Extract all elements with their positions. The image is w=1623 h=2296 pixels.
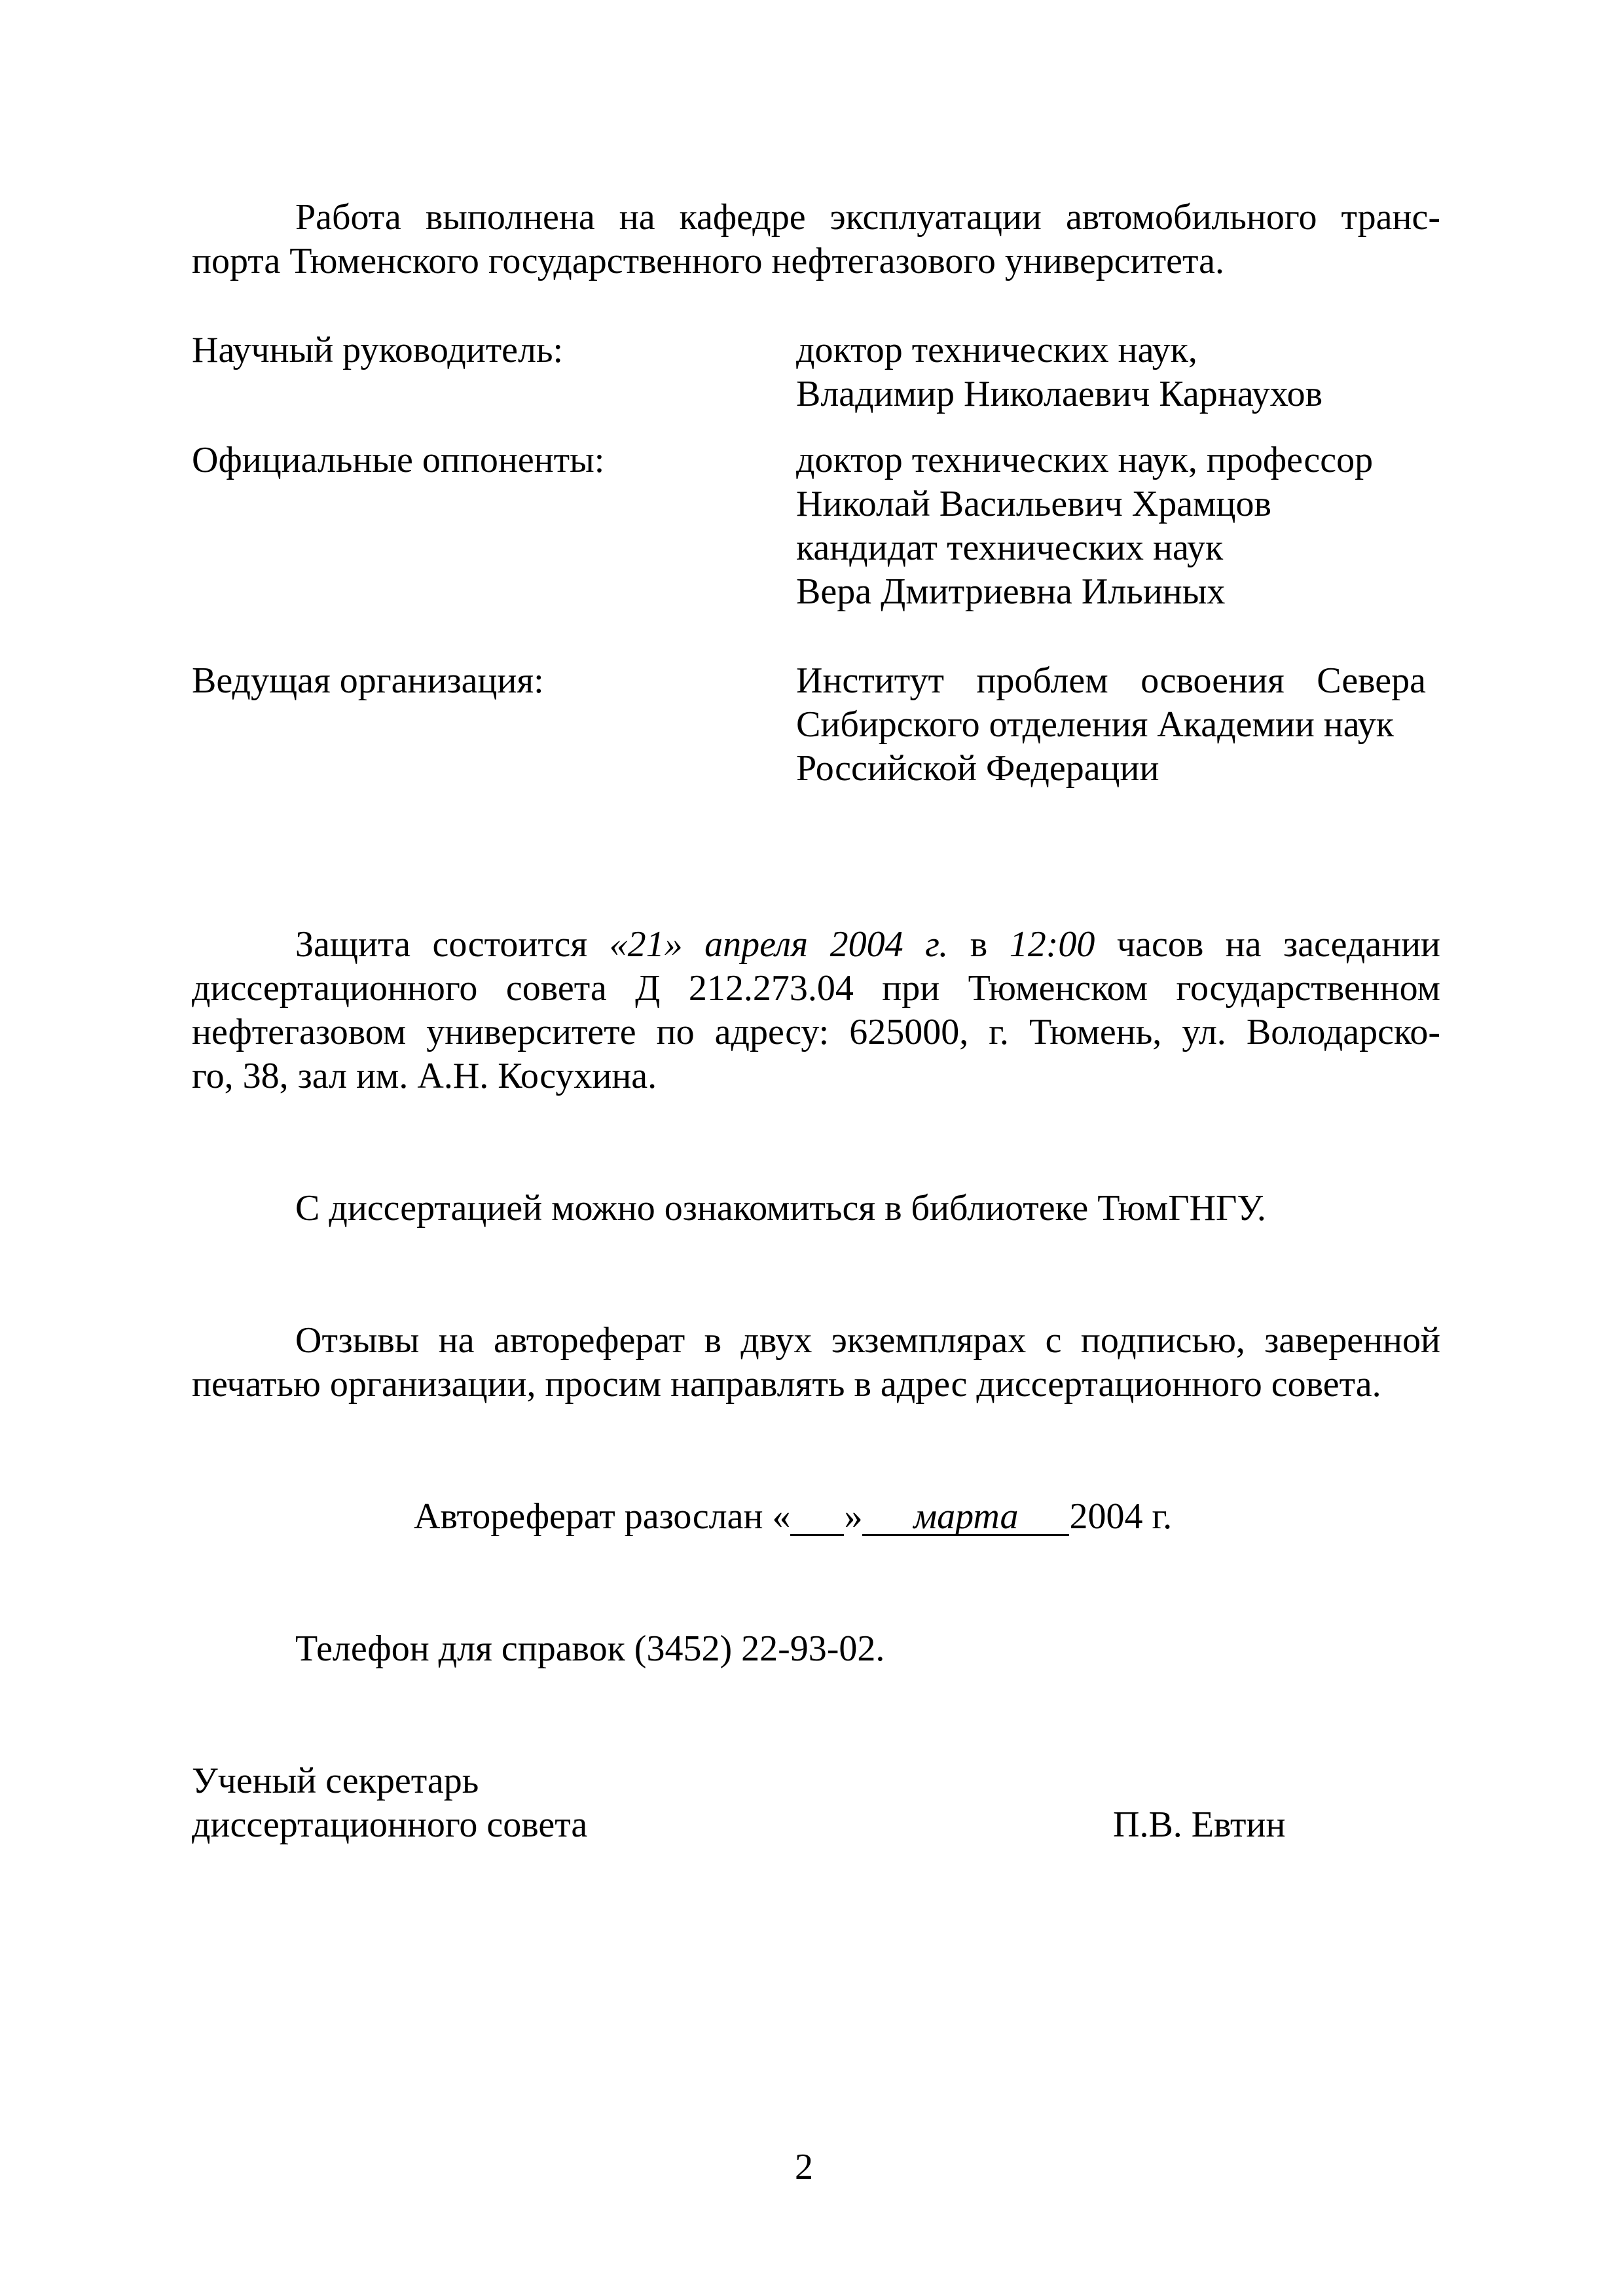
abstract-sent-month: марта [862, 1499, 1069, 1536]
defense-paragraph [192, 923, 1440, 1098]
secretary-name: П.В. Евтин [1113, 1804, 1286, 1845]
intro-line-1: Работа выполнена на кафедре эксплуатации автомобильного транс- [295, 197, 1440, 238]
opponents-label: Официальные оппоненты: [192, 440, 605, 480]
defense-date: «21» апреля 2004 г. [609, 924, 949, 965]
defense-line-1 [192, 923, 1440, 967]
leading-org-name [796, 659, 1426, 791]
defense-time: 12:00 [1009, 924, 1095, 965]
page-number: 2 [795, 2147, 813, 2187]
defense-line-2: диссертационного совета Д 212.273.04 при Тюменском государственном [192, 968, 1440, 1009]
abstract-sent-year: 2004 г. [1069, 1496, 1173, 1537]
supervisor-label: Научный руководитель: [192, 330, 564, 370]
leading-org-line-2: Сибирского отделения Академии наук [796, 704, 1394, 745]
intro-line-2: порта Тюменского государственного нефтегазового университета. [192, 241, 1224, 281]
intro-paragraph [192, 196, 1440, 283]
defense-line-3: нефтегазовом университете по адресу: 625000, г. Тюмень, ул. Володарско- [192, 1012, 1440, 1052]
abstract-sent-close-quote: » [844, 1496, 863, 1537]
secretary-title-line-2: диссертационного совета [192, 1804, 588, 1845]
abstract-sent-line [414, 1495, 1172, 1539]
abstract-sent-open-quote: « [772, 1496, 791, 1537]
defense-pre: Защита состоится [295, 924, 588, 965]
day-blank [790, 1499, 844, 1536]
opponent-1-name: Николай Васильевич Храмцов [796, 484, 1271, 524]
leading-org-label: Ведущая организация: [192, 660, 544, 701]
leading-org-line-3: Российской Федерации [796, 748, 1159, 789]
reviews-line-1: Отзывы на автореферат в двух экземплярах с подписью, заверенной [295, 1320, 1440, 1361]
reviews-paragraph [192, 1319, 1440, 1407]
reviews-line-2: печатью организации, просим направлять в адрес диссертационного совета. [192, 1364, 1381, 1405]
leading-org-line-1: Институт проблем освоения Севера [796, 660, 1426, 701]
opponent-2-degree: кандидат технических наук [796, 528, 1224, 568]
phone-info: Телефон для справок (3452) 22-93-02. [295, 1628, 885, 1669]
secretary-title-line-1: Ученый секретарь [192, 1761, 479, 1801]
abstract-sent-label: Автореферат разослан [414, 1496, 773, 1537]
supervisor-name: Владимир Николаевич Карнаухов [796, 374, 1323, 414]
opponent-1-degree: доктор технических наук, профессор [796, 440, 1374, 480]
defense-line-4: го, 38, зал им. А.Н. Косухина. [192, 1056, 657, 1096]
opponent-2-name: Вера Дмитриевна Ильиных [796, 571, 1226, 612]
library-note: С диссертацией можно ознакомиться в библиотеке ТюмГНГУ. [295, 1188, 1266, 1229]
defense-post: часов на заседании [1116, 924, 1441, 965]
defense-at: в [970, 924, 988, 965]
supervisor-degree: доктор технических наук, [796, 330, 1197, 370]
